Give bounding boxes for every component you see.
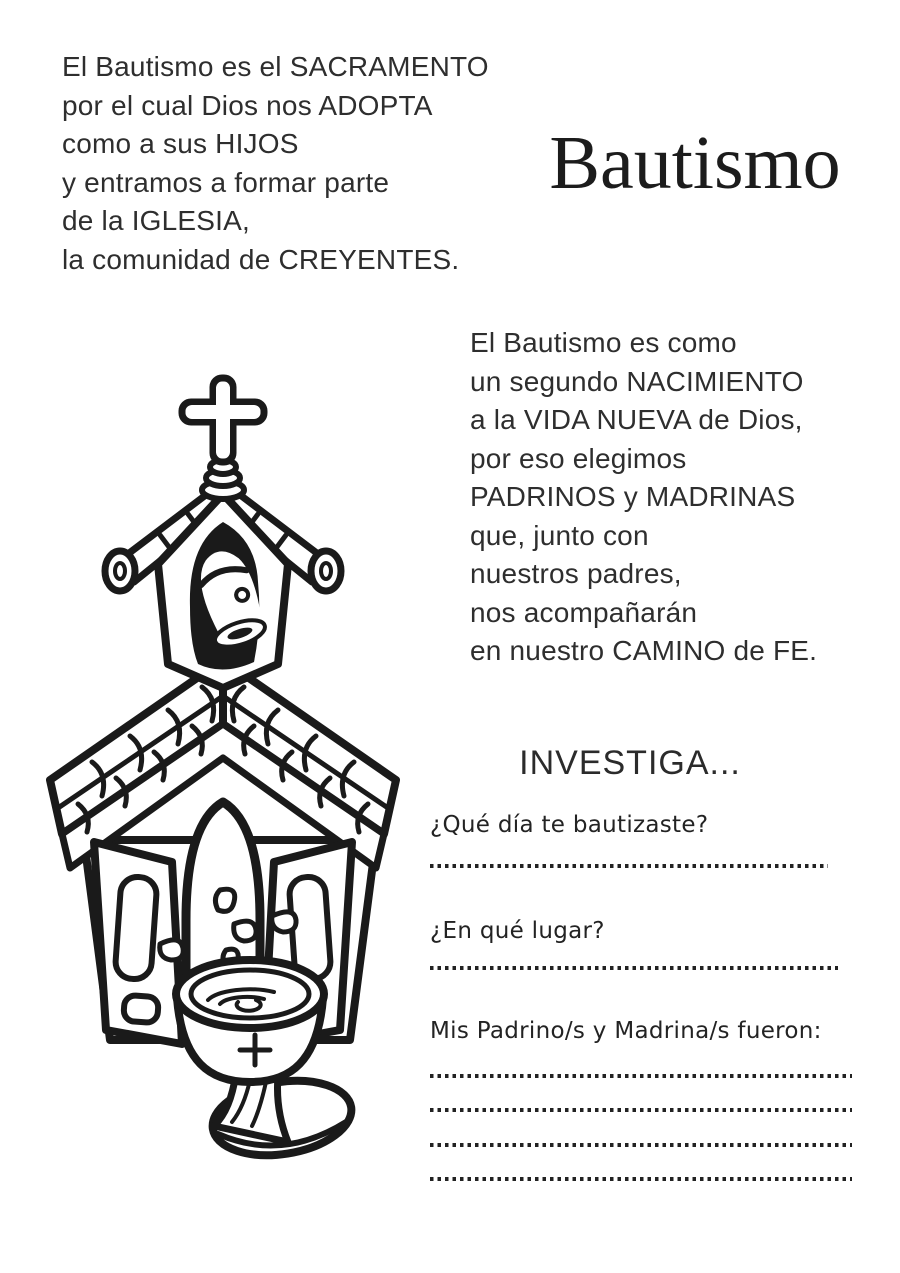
- body-line: nos acompañarán: [470, 596, 698, 628]
- body-paragraph: [470, 324, 890, 671]
- body-line: El Bautismo es como: [470, 327, 737, 358]
- body-line: PADRINOS y MADRINAS: [470, 481, 796, 512]
- answer-line-godparents: [430, 1074, 852, 1078]
- body-line: por eso elegimos: [470, 442, 687, 474]
- page-title: Bautismo: [549, 121, 841, 205]
- question-baptism-date: ¿Qué día te bautizaste?: [430, 812, 709, 838]
- answer-line-godparents: [430, 1108, 852, 1112]
- question-baptism-place: ¿En qué lugar?: [430, 918, 605, 944]
- tower-scroll-right: [311, 551, 341, 591]
- answer-line-godparents: [430, 1143, 852, 1147]
- intro-line: y entramos a formar parte: [62, 166, 390, 198]
- answer-line-baptism-place: [430, 966, 838, 970]
- answer-line-baptism-date: [430, 864, 828, 868]
- cross-icon: [182, 378, 264, 462]
- intro-paragraph: [62, 48, 512, 279]
- intro-line: de la IGLESIA,: [62, 205, 251, 236]
- church-illustration: [30, 372, 430, 1167]
- intro-line: la comunidad de CREYENTES.: [62, 243, 460, 275]
- body-line: nuestros padres,: [470, 558, 682, 589]
- intro-line: por el cual Dios nos ADOPTA: [62, 89, 433, 121]
- intro-line: como a sus HIJOS: [62, 128, 299, 159]
- body-line: que, junto con: [470, 519, 649, 551]
- answer-line-godparents: [430, 1177, 852, 1181]
- question-godparents: Mis Padrino/s y Madrina/s fueron:: [430, 1018, 822, 1044]
- body-line: en nuestro CAMINO de FE.: [470, 635, 818, 666]
- intro-line: El Bautismo es el SACRAMENTO: [62, 51, 489, 82]
- investiga-heading: INVESTIGA...: [519, 744, 741, 782]
- tower-scroll-left: [105, 551, 135, 591]
- body-line: a la VIDA NUEVA de Dios,: [470, 404, 803, 435]
- body-line: un segundo NACIMIENTO: [470, 365, 804, 397]
